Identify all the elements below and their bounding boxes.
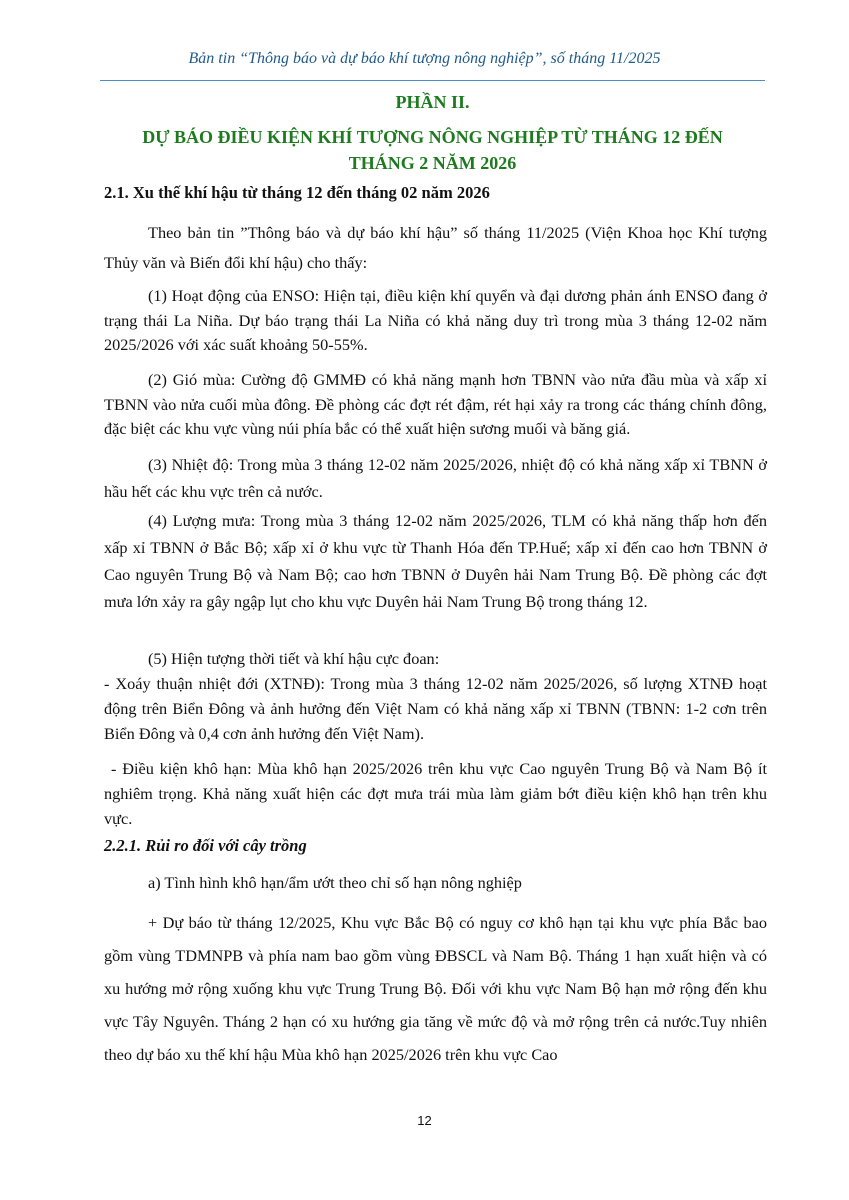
paragraph-rainfall: (4) Lượng mưa: Trong mùa 3 tháng 12-02 năm 2025/2026, TLM có khả năng thấp hơn đến xấp xỉ TBNN ở Bắc Bộ; xấp xỉ ở khu vực từ Thanh Hóa đến TP.Huế; xấp xỉ đến cao hơn TBNN ở Cao nguyên Trung Bộ và Nam Bộ; cao hơn TBNN ở Duyên hải Nam Trung Bộ. Đề phòng các đợt mưa lớn xảy ra gây ngập lụt cho khu vực Duyên hải Nam Trung Bộ trong tháng 12. <box>104 511 767 611</box>
part-title-line-1: DỰ BÁO ĐIỀU KIỆN KHÍ TƯỢNG NÔNG NGHIỆP TỪ THÁNG 12 ĐẾN <box>142 127 723 147</box>
section-heading-2-2-1: 2.2.1. Rủi ro đối với cây trồng <box>104 836 307 855</box>
paragraph-enso: (1) Hoạt động của ENSO: Hiện tại, điều kiện khí quyển và đại dương phản ánh ENSO đang ở trạng thái La Niña. Dự báo trạng thái La Niña có khả năng duy trì trong mùa 3 tháng 12-02 năm 2025/2026 với xác suất khoảng 50-55%. <box>104 286 767 354</box>
running-header: Bản tin “Thông báo và dự báo khí tượng nông nghiệp”, số tháng 11/2025 <box>188 50 661 67</box>
paragraph-drought: - Điều kiện khô hạn: Mùa khô hạn 2025/2026 trên khu vực Cao nguyên Trung Bộ và Nam Bộ ít nghiêm trọng. Khả năng xuất hiện các đợt mưa trái mùa làm giảm bớt điều kiện khô hạn trên khu vực. <box>104 759 767 828</box>
part-label: PHẦN II. <box>395 92 470 112</box>
page-number: 12 <box>417 1113 432 1128</box>
part-title <box>100 124 765 176</box>
paragraph-tropical-cyclone: - Xoáy thuận nhiệt đới (XTNĐ): Trong mùa 3 tháng 12-02 năm 2025/2026, số lượng XTNĐ hoạt động trên Biển Đông và ảnh hưởng đến Việt Nam có khả năng xấp xỉ TBNN (TBNN: 1-2 cơn trên Biển Đông và 0,4 cơn ảnh hưởng đến Việt Nam). <box>104 674 767 743</box>
paragraph-temperature: (3) Nhiệt độ: Trong mùa 3 tháng 12-02 năm 2025/2026, nhiệt độ có khả năng xấp xỉ TBNN ở hầu hết các khu vực trên cả nước. <box>104 455 767 501</box>
paragraph-drought-forecast: + Dự báo từ tháng 12/2025, Khu vực Bắc Bộ có nguy cơ khô hạn tại khu vực phía Bắc bao gồm vùng TDMNPB và phía nam bao gồm vùng ĐBSCL và Nam Bộ. Tháng 1 hạn xuất hiện và có xu hướng mở rộng xuống khu vực Trung Trung Bộ. Đối với khu vực Nam Bộ hạn mở rộng đến khu vực Tây Nguyên. Tháng 2 hạn có xu hướng gia tăng về mức độ và mở rộng trên cả nước.Tuy nhiên theo dự báo xu thế khí hậu Mùa khô hạn 2025/2026 trên khu vực Cao <box>104 913 767 1064</box>
paragraph-intro: Theo bản tin ”Thông báo và dự báo khí hậu” số tháng 11/2025 (Viện Khoa học Khí tượng Thủy văn và Biến đổi khí hậu) cho thấy: <box>104 223 767 272</box>
paragraph-sub-a: a) Tình hình khô hạn/ẩm ướt theo chỉ số hạn nông nghiệp <box>148 873 522 892</box>
paragraph-monsoon: (2) Gió mùa: Cường độ GMMĐ có khả năng mạnh hơn TBNN vào nửa đầu mùa và xấp xỉ TBNN vào nửa cuối mùa đông. Đề phòng các đợt rét đậm, rét hại xảy ra trong các tháng chính đông, đặc biệt các khu vực vùng núi phía bắc có thể xuất hiện sương muối và băng giá. <box>104 370 767 438</box>
header-divider <box>100 80 765 81</box>
section-heading-2-1: 2.1. Xu thế khí hậu từ tháng 12 đến tháng 02 năm 2026 <box>104 183 490 202</box>
part-title-line-2: THÁNG 2 NĂM 2026 <box>348 153 517 173</box>
paragraph-extreme-heading: (5) Hiện tượng thời tiết và khí hậu cực đoan: <box>148 649 440 668</box>
